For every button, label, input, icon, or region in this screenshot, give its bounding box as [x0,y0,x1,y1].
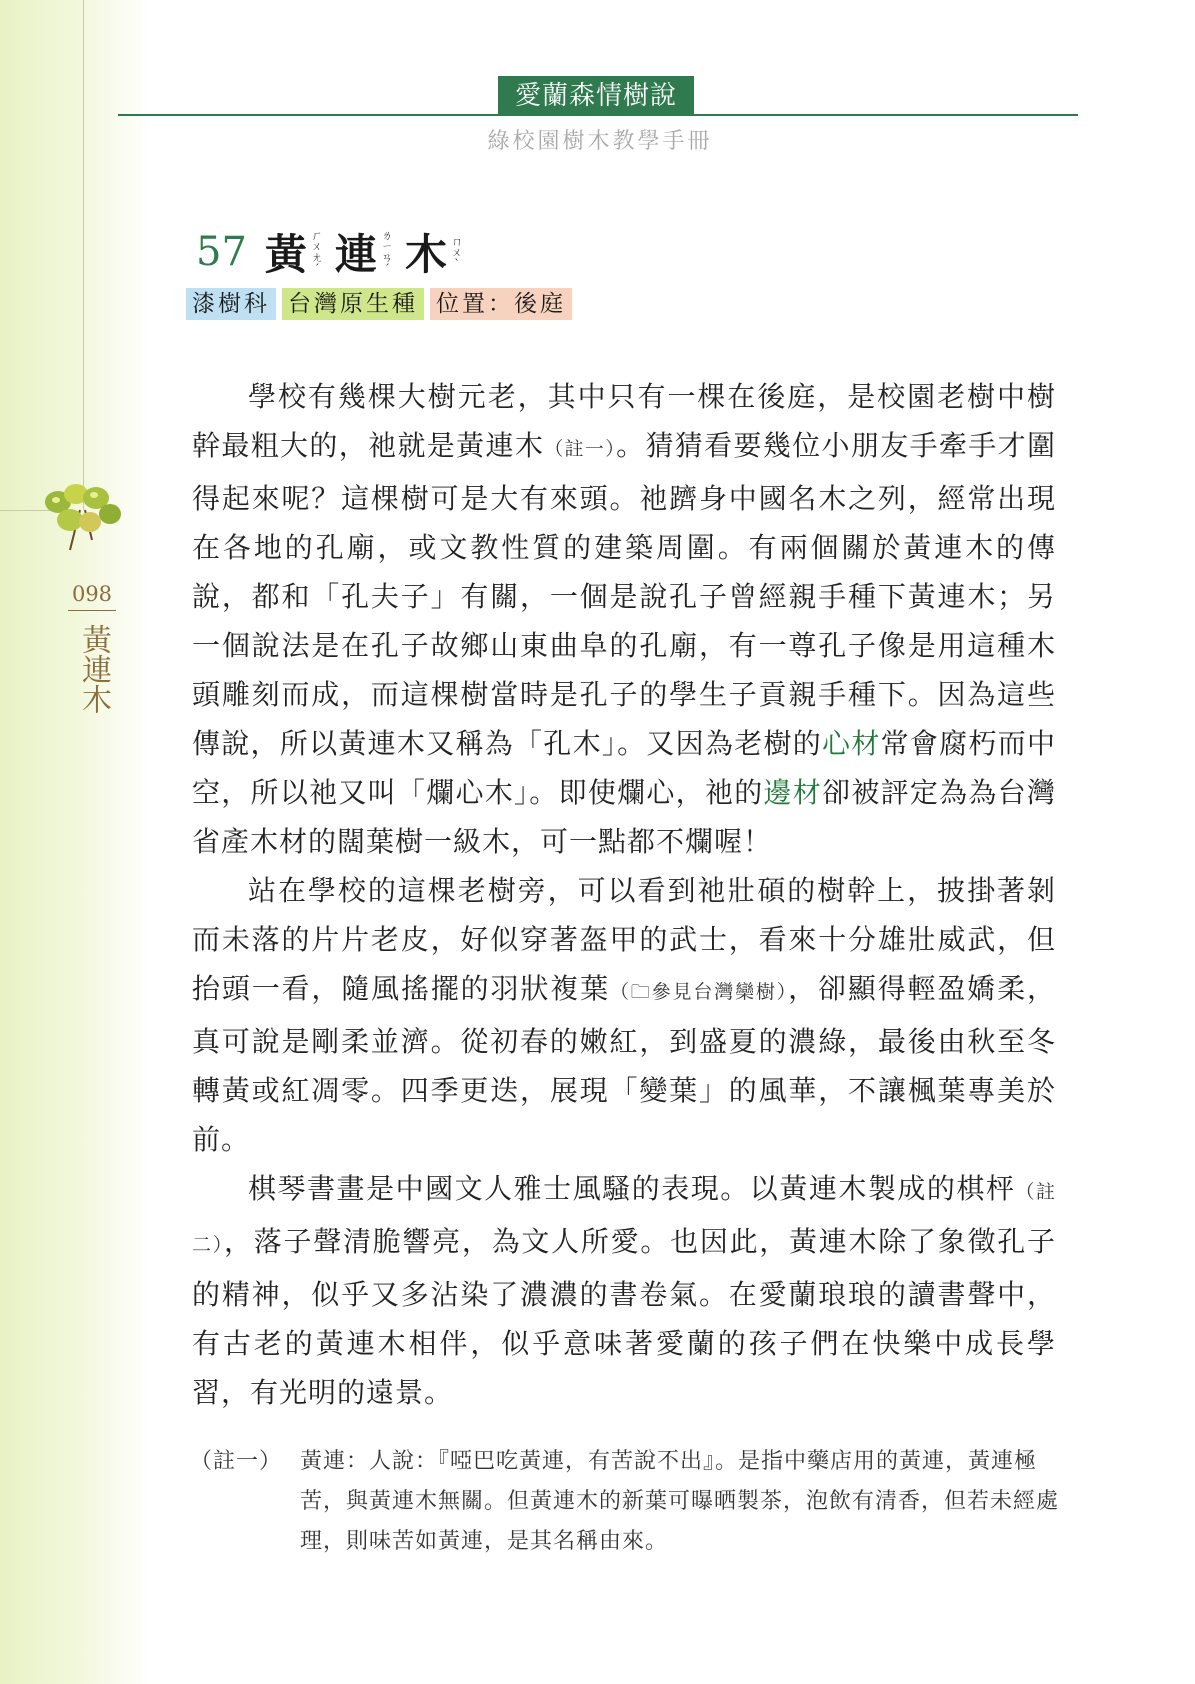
location-tag: 位置：後庭 [430,288,572,320]
footnote-text: 黃連：人說：『啞巴吃黃連，有苦說不出』。是指中藥店用的黃連，黃連極苦，與黃連木無關。但黃連木的新葉可曝晒製茶，泡飲有清香，但若未經處理，則味苦如黃連，是其名稱由來。 [300,1449,1060,1554]
footnote-ref: （註二） [192,1181,1056,1256]
entry-heading [196,222,475,282]
left-margin-band [0,0,150,1684]
origin-tag: 台灣原生種 [282,288,424,320]
entry-tags [186,288,572,320]
family-tag: 漆樹科 [186,288,276,320]
entry-number: 57 [196,229,247,275]
paragraph: 學校有幾棵大樹元老，其中只有一棵在後庭，是校園老樹中樹幹最粗大的，祂就是黃連木（註一）。猜猜看要幾位小朋友手牽手才圍得起來呢？這棵樹可是大有來頭。祂躋身中國名木之列，經常出現在各地的孔廟，或文教性質的建築周圍。有兩個關於黃連木的傳說，都和「孔夫子」有關，一個是說孔子曾經親手種下黃連木；另一個說法是在孔子故鄉山東曲阜的孔廟，有一尊孔子像是用這種木頭雕刻而成，而這棵樹當時是孔子的學生子貢親手種下。因為這些傳說，所以黃連木又稱為「孔木」。又因為老樹的心材常會腐朽而中空，所以祂又叫「爛心木」。即使爛心，祂的邊材卻被評定為為台灣省產木材的闊葉樹一級木，可一點都不爛喔！ [192,380,1056,858]
paragraph: 棋琴書畫是中國文人雅士風騷的表現。以黃連木製成的棋枰（註二），落子聲清脆響亮，為文人所愛。也因此，黃連木除了象徵孔子的精神，似乎又多沾染了濃濃的書卷氣。在愛蘭琅琅的讀書聲中，有古老的黃連木相伴，似乎意味著愛蘭的孩子們在快樂中成長學習，有光明的遠景。 [192,1172,1056,1409]
page-number-underline [68,610,116,611]
left-vertical-rule [83,0,84,510]
paragraph: 站在學校的這棵老樹旁，可以看到祂壯碩的樹幹上，披掛著剝而未落的片片老皮，好似穿著盔甲的武士，看來十分雄壯威武，但抬頭一看，隨風搖擺的羽狀複葉（🗀參見台灣欒樹），卻顯得輕盈嬌柔，真可說是剛柔並濟。從初春的嫩紅，到盛夏的濃綠，最後由秋至冬轉黃或紅凋零。四季更迭，展現「變葉」的風華，不讓楓葉專美於前。 [192,874,1056,1156]
page-number: 098 [71,582,113,606]
entry-zhuyin: ㄇㄨˋ [451,234,463,270]
book-title: 愛蘭森情樹說 [498,76,694,116]
cross-reference: （🗀參見台灣欒樹） [609,981,789,1003]
book-subtitle: 綠校園樹木教學手冊 [487,129,713,154]
footnote-label: （註一） [190,1449,283,1474]
fruit-cluster-illustration [40,480,130,560]
highlight-term: 心材 [822,727,881,760]
footnote [190,1442,1060,1562]
highlight-term: 邊材 [763,776,823,809]
entry-char: 連 [334,230,377,279]
entry-char: 黃 [264,230,307,279]
entry-zhuyin: ㄏㄨㄤˊ [311,229,323,275]
entry-zhuyin: ㄌㄧㄢˊ [381,229,393,275]
footnote-ref: （註一） [544,438,617,460]
side-running-title: 黃連木 [76,624,111,714]
article-body [192,372,1056,1417]
entry-char: 木 [404,230,447,279]
